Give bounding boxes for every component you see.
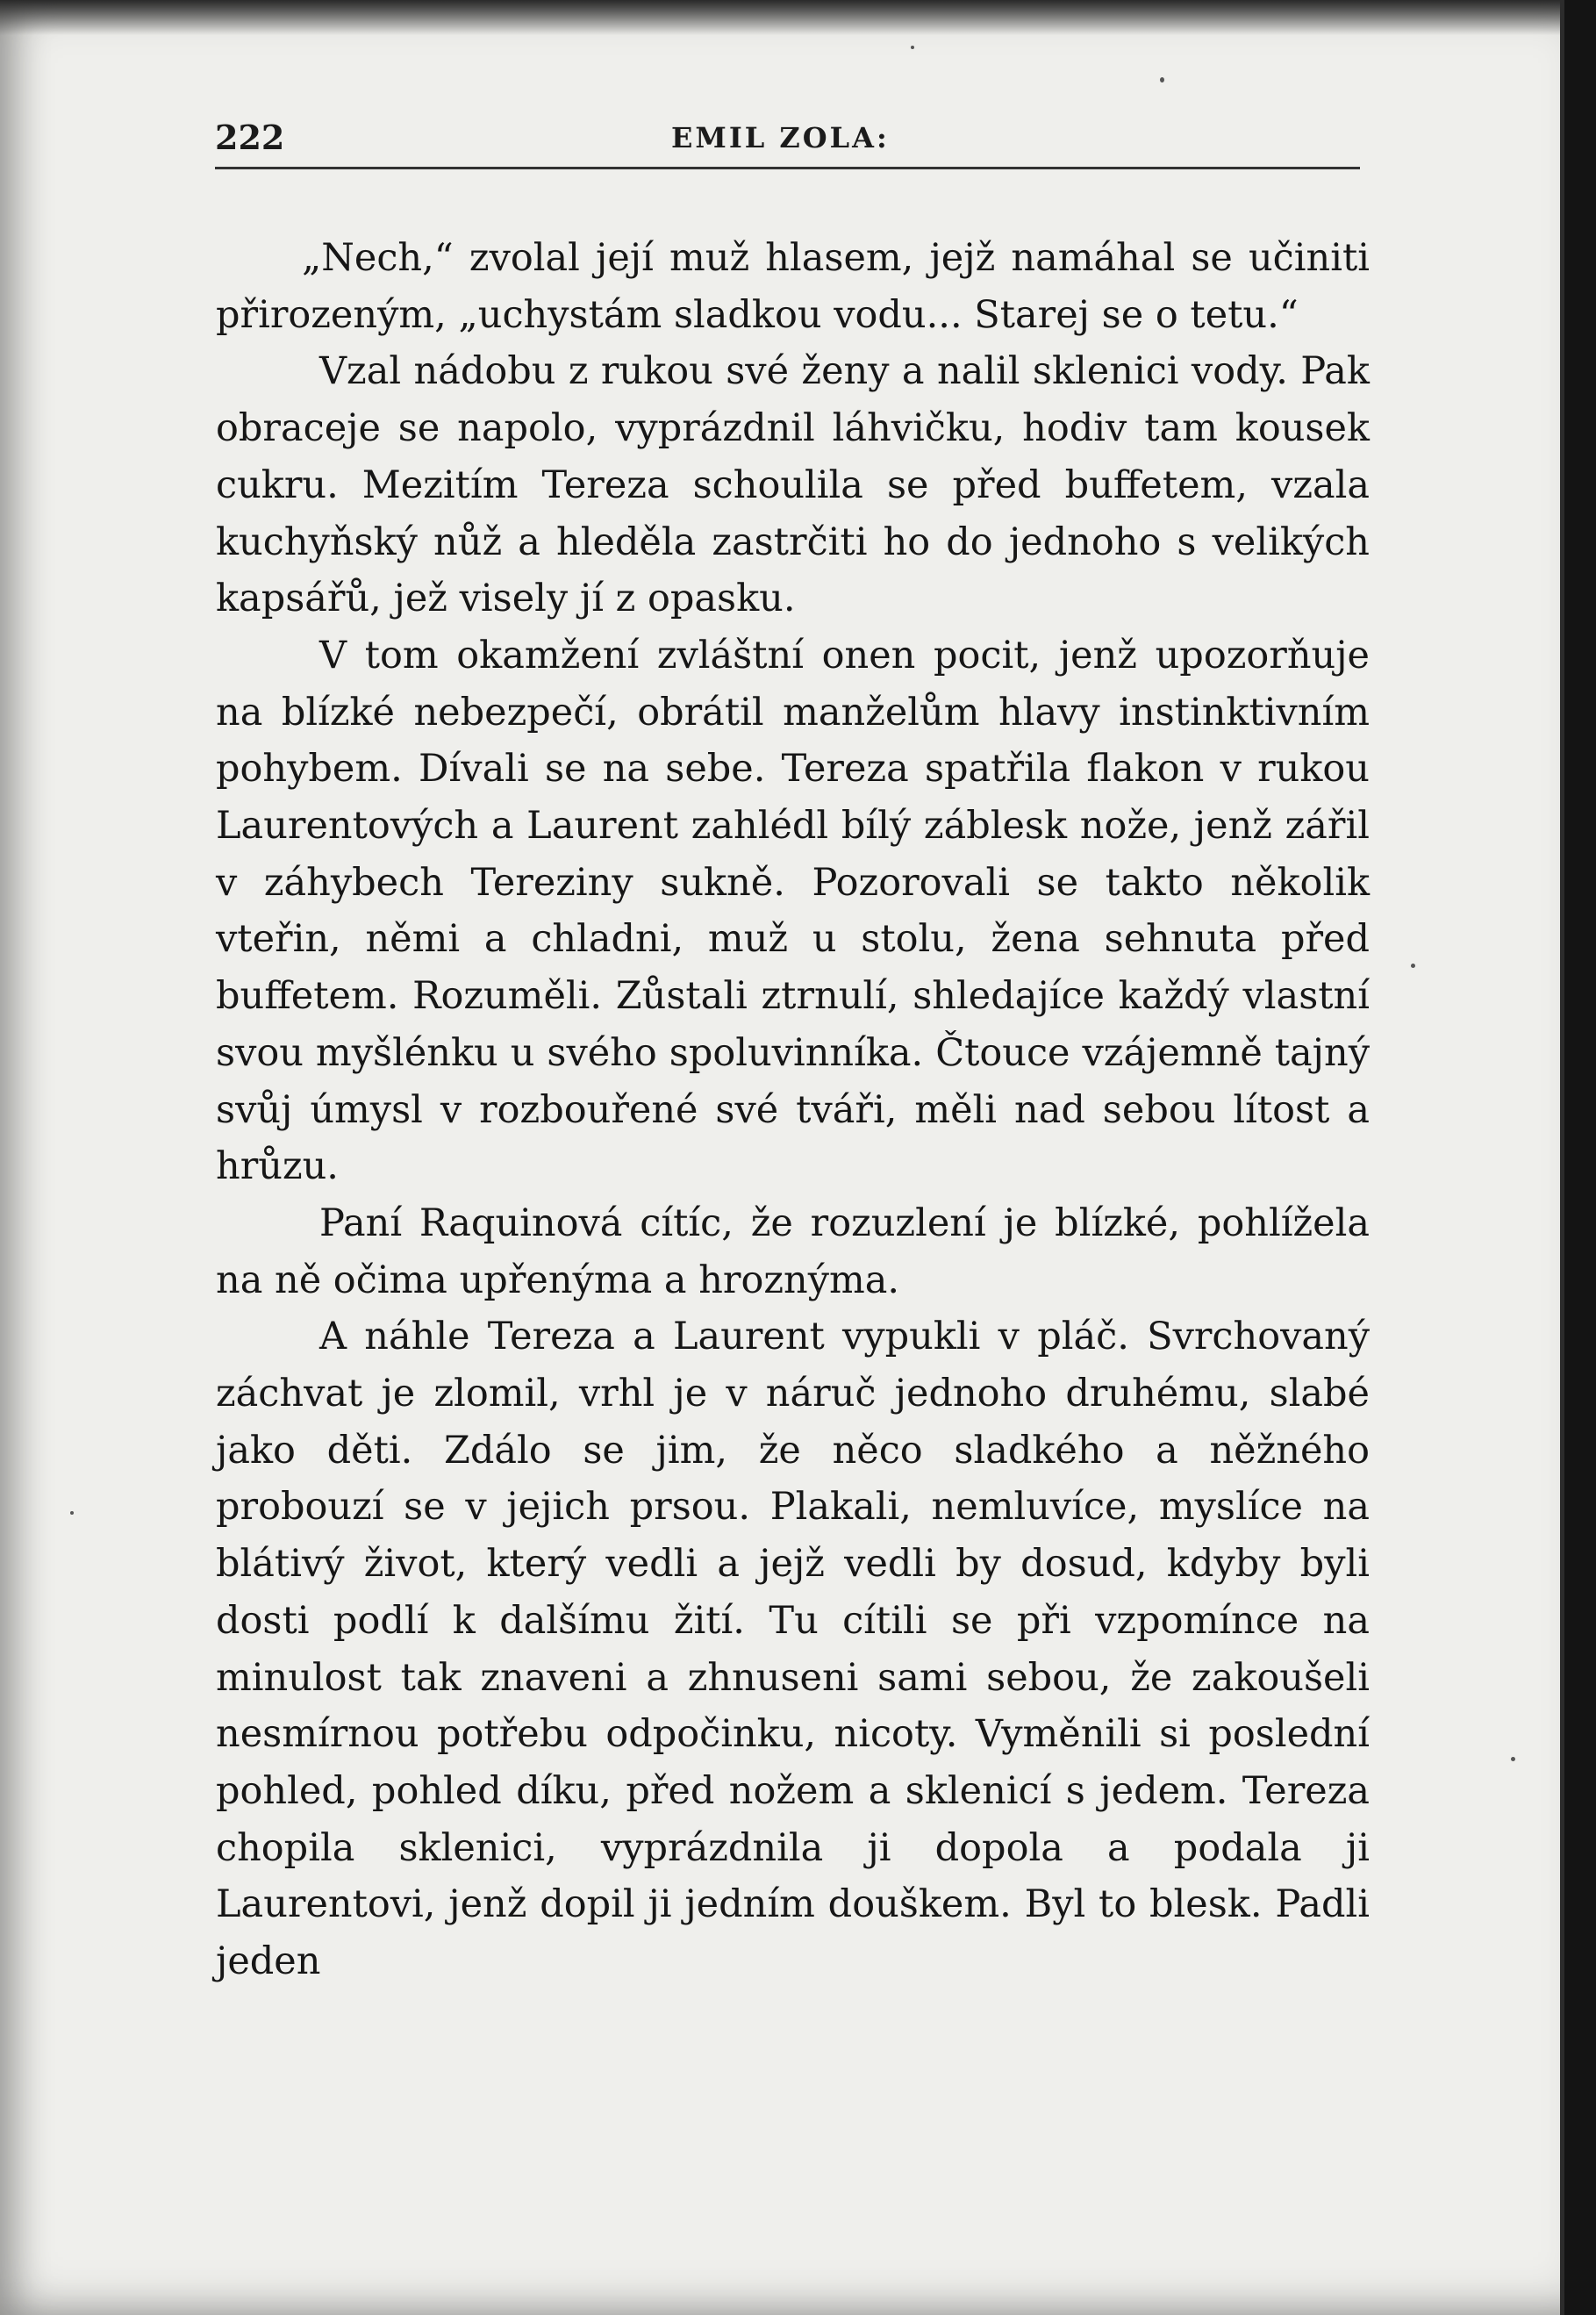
paper-speck [911, 46, 914, 49]
paragraph: V tom okamžení zvláštní onen pocit, jenž upozorňuje na blízké nebezpečí, obrátil manželům hlavy instinktivním pohybem. Dívali se na sebe. Tereza spatřila flakon v rukou Laurentových a Laurent zahlédl bílý záblesk nože, jenž zářil v záhybech Tereziny sukně. Pozorovali se takto několik vteřin, němi a chladni, muž u stolu, žena sehnuta před buffetem. Rozuměli. Zůstali ztrnulí, shledajíce každý vlastní svou myšlénku u svého spoluvinníka. Čtouce vzájemně tajný svůj úmysl v rozbouřené své tváři, měli nad sebou lítost a hrůzu. [216, 633, 1370, 1189]
page-header [215, 112, 1360, 169]
paragraph: Paní Raquinová cítíc, že rozuzlení je blízké, pohlížela na ně očima upřenýma a hroznýma. [216, 1201, 1370, 1302]
paper-speck [1160, 77, 1164, 82]
page-right-edge [1564, 0, 1596, 2315]
paper-speck [1411, 964, 1415, 968]
page-top-shadow [0, 0, 1596, 35]
paragraph: Vzal nádobu z rukou své ženy a nalil sklenici vody. Pak obraceje se napolo, vyprázdnil láhvičku, hodiv tam kousek cukru. Mezitím Tereza schoulila se před buffetem, vzala kuchyňský nůž a hleděla zastrčiti ho do jednoho s velikých kapsářů, jež visely jí z opasku. [216, 349, 1370, 621]
paragraph: „Nech,“ zvolal její muž hlasem, jejž namáhal se učiniti přirozeným, „uchystám sladkou vodu... Starej se o tetu.“ [216, 236, 1370, 337]
body-text [216, 230, 1370, 1990]
paragraph: A náhle Tereza a Laurent vypukli v pláč. Svrchovaný záchvat je zlomil, vrhl je v náruč jednoho druhému, slabé jako děti. Zdálo se jim, že něco sladkého a něžného probouzí se v jejich prsou. Plakali, nemluvíce, myslíce na blátivý život, který vedli a jejž vedli by dosud, kdyby byli dosti podlí k dalšímu žití. Tu cítili se při vzpomínce na minulost tak znaveni a zhnuseni sami sebou, že zakoušeli nesmírnou potřebu odpočinku, nicoty. Vyměnili si poslední pohled, pohled díku, před nožem a sklenicí s jedem. Tereza chopila sklenici, vyprázdnila ji dopola a podala ji Laurentovi, jenž dopil ji jedním douškem. Byl to blesk. Padli jeden [216, 1315, 1370, 1984]
paper-speck [1511, 1757, 1515, 1761]
page-number: 222 [215, 118, 285, 157]
running-head: EMIL ZOLA: [671, 121, 890, 154]
paper-speck [70, 1511, 74, 1515]
